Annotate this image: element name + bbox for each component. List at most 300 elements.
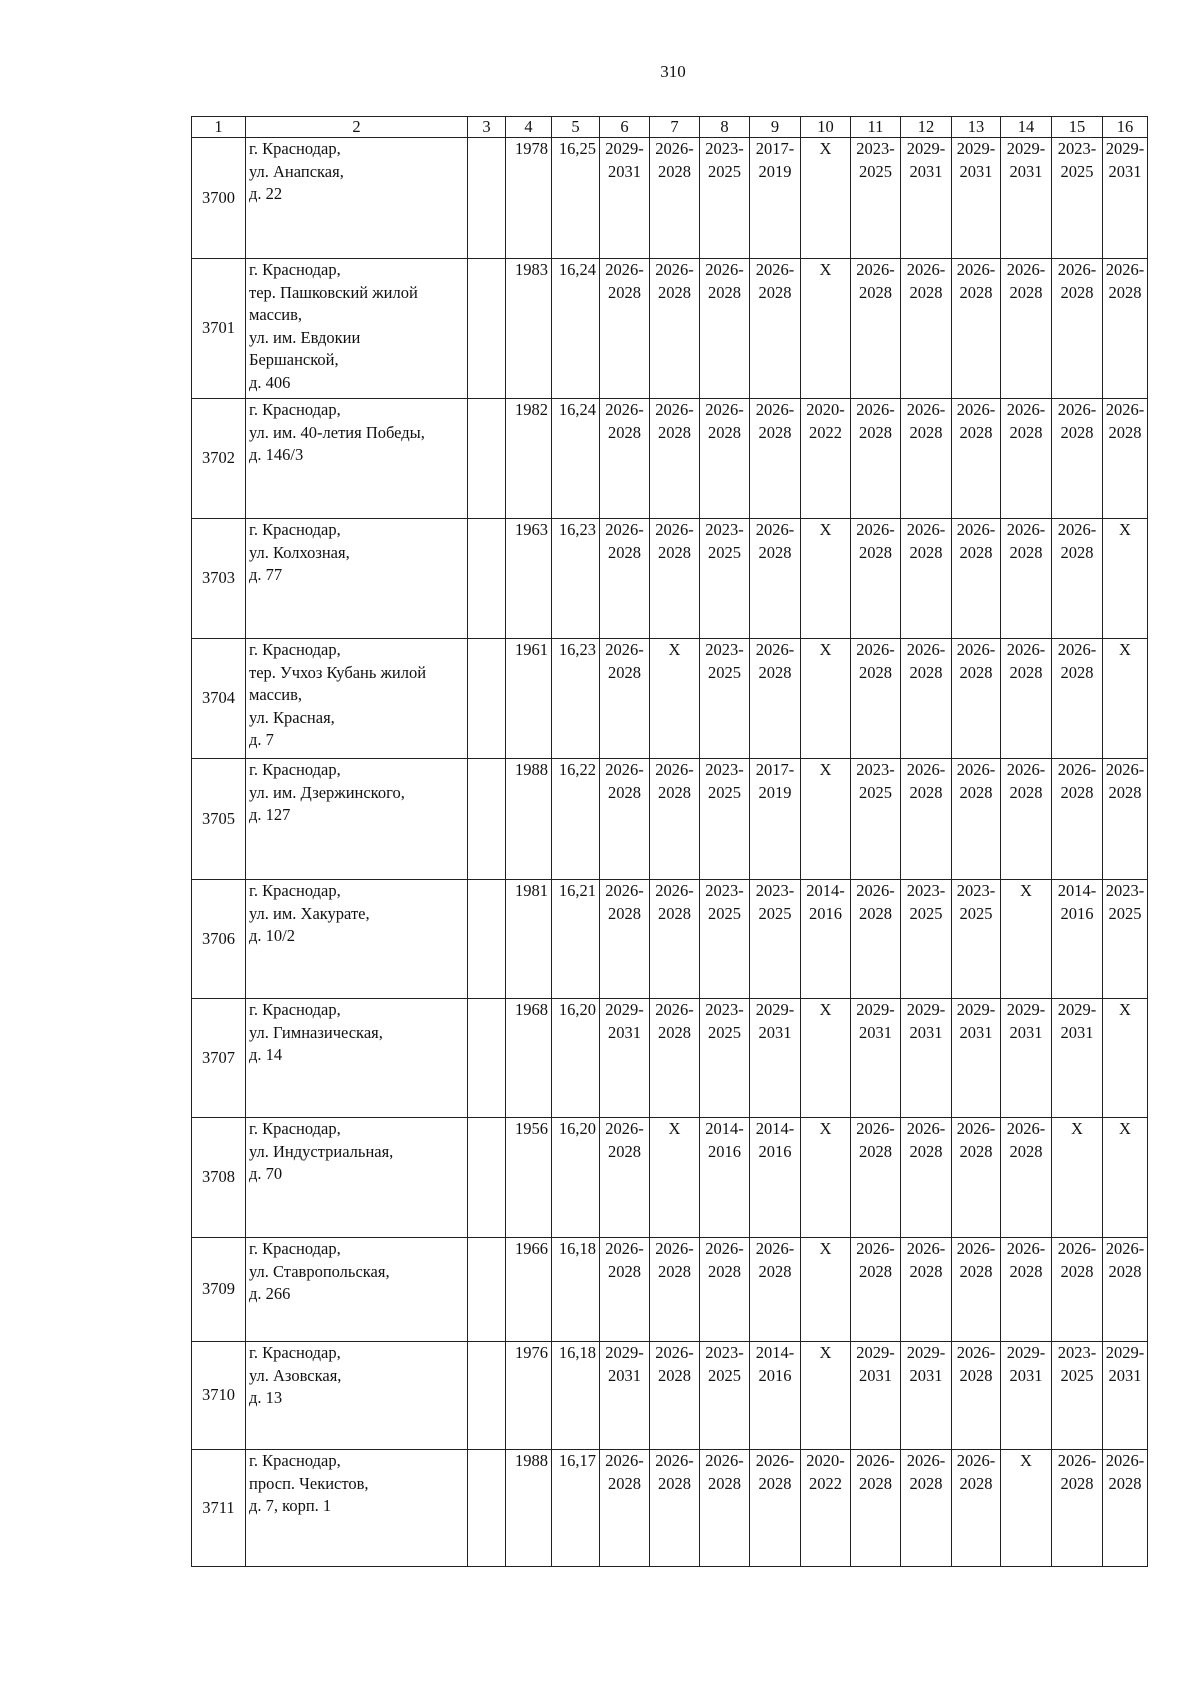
column-header: 3: [468, 117, 506, 138]
period-start: 2026-: [1057, 1451, 1097, 1470]
table-row: [192, 138, 1148, 259]
period-end: 2028: [608, 662, 641, 682]
period-cell: [650, 399, 700, 519]
period-end: 2028: [1108, 282, 1142, 302]
period-end: 2028: [859, 542, 892, 562]
period-cell: [1052, 1342, 1103, 1450]
period-end: 2028: [658, 161, 691, 181]
period-end: 2028: [708, 1261, 741, 1281]
address-line: ул. Ставропольская,: [249, 1261, 390, 1281]
period-end: 2025: [708, 1365, 741, 1385]
period-cell: [952, 519, 1001, 639]
address-line: г. Краснодар,: [249, 1343, 341, 1362]
period-end: 2028: [1108, 422, 1142, 442]
period-start: 2023-: [856, 760, 895, 779]
period-cell: [952, 639, 1001, 759]
period-end: 2028: [1009, 1141, 1043, 1161]
table-row: [192, 519, 1148, 639]
column-3-cell: [468, 399, 506, 519]
period-cell: [700, 1118, 750, 1238]
period-end: 2028: [1060, 782, 1094, 802]
period-cell: [901, 1118, 952, 1238]
year-cell: 1982: [506, 399, 552, 519]
row-number: 3701: [192, 259, 246, 399]
period-start: 2026-: [1057, 640, 1097, 659]
column-5-cell: 16,23: [552, 639, 600, 759]
address-cell: [246, 138, 468, 259]
period-cell: [700, 399, 750, 519]
period-start: 2026-: [605, 1119, 644, 1138]
row-number: 3703: [192, 519, 246, 639]
period-cell: [851, 259, 901, 399]
row-number: 3709: [192, 1238, 246, 1342]
period-start: 2026-: [856, 1451, 895, 1470]
period-cell: [801, 399, 851, 519]
period-start: 2023-: [705, 520, 744, 539]
period-start: 2026-: [755, 520, 795, 539]
column-header: 10: [801, 117, 851, 138]
period-cell: [750, 639, 801, 759]
address-line: ул. Гимназическая,: [249, 1022, 383, 1042]
period-cell: [801, 880, 851, 999]
period-start: 2026-: [705, 260, 744, 279]
period-cell: [1001, 1342, 1052, 1450]
column-header: 2: [246, 117, 468, 138]
period-cell: [750, 1118, 801, 1238]
address-line: д. 266: [249, 1284, 291, 1303]
period-start: 2026-: [755, 1451, 795, 1470]
period-cell: [700, 1342, 750, 1450]
period-end: 2028: [959, 662, 993, 682]
period-cell: [952, 399, 1001, 519]
period-end: 2025: [708, 662, 741, 682]
period-end: 2025: [1108, 903, 1142, 923]
period-start: 2026-: [1006, 260, 1046, 279]
period-cell: [952, 999, 1001, 1118]
table-row: [192, 399, 1148, 519]
period-start: 2026-: [1057, 520, 1097, 539]
address-line: г. Краснодар,: [249, 520, 341, 539]
period-end: 2016: [758, 1365, 792, 1385]
period-start: 2026-: [655, 1343, 694, 1362]
period-cell: [1103, 259, 1148, 399]
period-end: 2022: [809, 422, 842, 442]
period-start: 2023-: [755, 881, 795, 900]
period-end: 2031: [1009, 161, 1043, 181]
repair-schedule-table: [191, 116, 1148, 1567]
period-end: 2028: [1060, 282, 1094, 302]
period-start: 2026-: [1105, 260, 1145, 279]
period-end: 2028: [959, 1365, 993, 1385]
address-line: г. Краснодар,: [249, 881, 341, 900]
column-5-cell: 16,24: [552, 399, 600, 519]
column-3-cell: [468, 1450, 506, 1567]
period-start: 2014-: [705, 1119, 744, 1138]
period-end: 2031: [909, 1365, 943, 1385]
period-start: 2026-: [1105, 1451, 1145, 1470]
table-row: [192, 1118, 1148, 1238]
period-end: 2025: [708, 542, 741, 562]
column-header: 15: [1052, 117, 1103, 138]
period-cell: [1052, 138, 1103, 259]
period-end: 2028: [1009, 282, 1043, 302]
address-line: д. 10/2: [249, 926, 295, 945]
period-start: 2026-: [755, 260, 795, 279]
period-start: 2026-: [956, 1343, 996, 1362]
period-end: 2025: [708, 903, 741, 923]
address-line: г. Краснодар,: [249, 1451, 341, 1470]
table-row: [192, 1238, 1148, 1342]
period-start: 2026-: [906, 1451, 946, 1470]
period-cell: X: [801, 259, 851, 399]
period-start: 2020-: [806, 1451, 845, 1470]
period-start: 2017-: [755, 139, 795, 158]
period-cell: [750, 999, 801, 1118]
period-end: 2031: [608, 161, 641, 181]
period-start: 2026-: [605, 881, 644, 900]
period-end: 2028: [1009, 422, 1043, 442]
period-start: 2029-: [856, 1343, 895, 1362]
year-cell: 1978: [506, 138, 552, 259]
period-cell: X: [801, 639, 851, 759]
period-cell: [851, 399, 901, 519]
period-start: 2026-: [856, 520, 895, 539]
period-cell: X: [801, 1238, 851, 1342]
period-cell: [750, 1238, 801, 1342]
column-3-cell: [468, 880, 506, 999]
period-cell: [1001, 399, 1052, 519]
period-cell: [1001, 138, 1052, 259]
address-line: ул. Колхозная,: [249, 542, 350, 562]
column-header: 12: [901, 117, 952, 138]
period-cell: [901, 759, 952, 880]
period-end: 2031: [1108, 1365, 1142, 1385]
period-start: 2020-: [806, 400, 845, 419]
period-end: 2028: [608, 282, 641, 302]
address-cell: [246, 1450, 468, 1567]
period-cell: [1001, 1238, 1052, 1342]
period-cell: [700, 639, 750, 759]
period-cell: [600, 639, 650, 759]
period-cell: X: [1001, 880, 1052, 999]
period-end: 2028: [708, 422, 741, 442]
period-cell: [901, 399, 952, 519]
address-line: просп. Чекистов,: [249, 1473, 369, 1493]
address-line: массив,: [249, 305, 303, 324]
period-end: 2028: [658, 1473, 691, 1493]
period-start: 2026-: [856, 640, 895, 659]
address-line: г. Краснодар,: [249, 1119, 341, 1138]
period-start: 2023-: [705, 139, 744, 158]
column-header: 4: [506, 117, 552, 138]
column-5-cell: 16,17: [552, 1450, 600, 1567]
column-3-cell: [468, 1342, 506, 1450]
period-cell: X: [650, 639, 700, 759]
column-header: 5: [552, 117, 600, 138]
period-start: 2026-: [906, 260, 946, 279]
period-cell: [650, 1342, 700, 1450]
year-cell: 1981: [506, 880, 552, 999]
column-header: 11: [851, 117, 901, 138]
period-end: 2028: [1060, 422, 1094, 442]
period-start: 2029-: [956, 139, 996, 158]
period-end: 2016: [708, 1141, 741, 1161]
period-end: 2028: [909, 782, 943, 802]
address-cell: [246, 999, 468, 1118]
period-start: 2023-: [906, 881, 946, 900]
period-end: 2031: [1009, 1022, 1043, 1042]
period-cell: [750, 880, 801, 999]
period-cell: [750, 138, 801, 259]
year-cell: 1983: [506, 259, 552, 399]
period-start: 2029-: [906, 1343, 946, 1362]
period-end: 2028: [1009, 1261, 1043, 1281]
period-cell: [952, 880, 1001, 999]
period-end: 2028: [859, 1473, 892, 1493]
period-end: 2028: [959, 782, 993, 802]
period-start: 2026-: [705, 1451, 744, 1470]
period-end: 2031: [909, 1022, 943, 1042]
period-end: 2028: [909, 282, 943, 302]
period-start: 2029-: [1105, 139, 1145, 158]
period-end: 2016: [1060, 903, 1094, 923]
column-5-cell: 16,22: [552, 759, 600, 880]
period-end: 2028: [658, 782, 691, 802]
period-end: 2028: [708, 282, 741, 302]
address-line: ул. им. Евдокии: [249, 327, 361, 347]
period-start: 2023-: [1105, 881, 1145, 900]
period-cell: [650, 759, 700, 880]
address-line: ул. им. Хакурате,: [249, 903, 370, 923]
period-start: 2026-: [655, 881, 694, 900]
row-number: 3702: [192, 399, 246, 519]
column-3-cell: [468, 999, 506, 1118]
column-3-cell: [468, 1238, 506, 1342]
period-start: 2029-: [1057, 1000, 1097, 1019]
period-cell: [952, 1450, 1001, 1567]
address-line: д. 146/3: [249, 445, 304, 464]
period-cell: [952, 138, 1001, 259]
period-end: 2028: [658, 1261, 691, 1281]
column-3-cell: [468, 259, 506, 399]
period-end: 2028: [608, 782, 641, 802]
period-start: 2026-: [605, 400, 644, 419]
period-cell: [851, 1238, 901, 1342]
period-end: 2028: [1009, 662, 1043, 682]
table-row: [192, 880, 1148, 999]
period-start: 2026-: [655, 1239, 694, 1258]
period-start: 2026-: [906, 400, 946, 419]
period-start: 2026-: [956, 520, 996, 539]
period-cell: [600, 1118, 650, 1238]
period-cell: [901, 999, 952, 1118]
column-5-cell: 16,21: [552, 880, 600, 999]
period-cell: [600, 259, 650, 399]
period-cell: [600, 399, 650, 519]
period-start: 2026-: [856, 1119, 895, 1138]
period-end: 2025: [708, 782, 741, 802]
period-start: 2023-: [705, 1000, 744, 1019]
period-end: 2028: [1060, 662, 1094, 682]
period-end: 2028: [608, 1473, 641, 1493]
column-3-cell: [468, 759, 506, 880]
period-cell: [1052, 880, 1103, 999]
column-5-cell: 16,18: [552, 1342, 600, 1450]
period-cell: [700, 1238, 750, 1342]
period-end: 2028: [909, 422, 943, 442]
row-number: 3711: [192, 1450, 246, 1567]
column-5-cell: 16,25: [552, 138, 600, 259]
period-end: 2028: [758, 282, 792, 302]
period-start: 2023-: [705, 1343, 744, 1362]
period-cell: [851, 999, 901, 1118]
period-start: 2014-: [755, 1343, 795, 1362]
period-cell: [1001, 999, 1052, 1118]
period-cell: [952, 759, 1001, 880]
period-cell: X: [1103, 999, 1148, 1118]
column-5-cell: 16,24: [552, 259, 600, 399]
period-end: 2028: [608, 1261, 641, 1281]
period-start: 2026-: [605, 640, 644, 659]
period-start: 2026-: [705, 400, 744, 419]
period-start: 2014-: [1057, 881, 1097, 900]
address-line: д. 70: [249, 1164, 283, 1183]
year-cell: 1968: [506, 999, 552, 1118]
period-end: 2028: [1108, 1261, 1142, 1281]
period-cell: [952, 1342, 1001, 1450]
period-cell: [600, 138, 650, 259]
table-row: [192, 1450, 1148, 1567]
period-end: 2028: [658, 422, 691, 442]
period-start: 2026-: [1006, 1119, 1046, 1138]
period-cell: X: [1052, 1118, 1103, 1238]
period-end: 2028: [959, 422, 993, 442]
address-line: тер. Пашковский жилой: [249, 282, 418, 302]
period-start: 2026-: [1057, 260, 1097, 279]
period-end: 2028: [1060, 542, 1094, 562]
period-start: 2026-: [1006, 760, 1046, 779]
period-start: 2026-: [755, 1239, 795, 1258]
period-end: 2031: [1108, 161, 1142, 181]
period-start: 2026-: [956, 640, 996, 659]
period-cell: [1103, 759, 1148, 880]
period-end: 2028: [758, 422, 792, 442]
period-cell: [650, 519, 700, 639]
column-header: 1: [192, 117, 246, 138]
period-start: 2026-: [605, 1451, 644, 1470]
period-start: 2014-: [755, 1119, 795, 1138]
period-start: 2029-: [1006, 139, 1046, 158]
period-cell: [952, 259, 1001, 399]
period-start: 2029-: [906, 139, 946, 158]
address-line: г. Краснодар,: [249, 400, 341, 419]
period-cell: X: [1103, 519, 1148, 639]
period-end: 2028: [859, 903, 892, 923]
address-line: ул. им. Дзержинского,: [249, 782, 405, 802]
period-cell: [700, 519, 750, 639]
column-header: 9: [750, 117, 801, 138]
period-end: 2016: [809, 903, 842, 923]
period-end: 2031: [1060, 1022, 1094, 1042]
period-start: 2026-: [856, 260, 895, 279]
period-cell: [700, 999, 750, 1118]
period-start: 2023-: [705, 881, 744, 900]
address-line: д. 14: [249, 1045, 283, 1064]
period-cell: [750, 759, 801, 880]
period-cell: [1052, 399, 1103, 519]
column-3-cell: [468, 1118, 506, 1238]
period-start: 2026-: [655, 260, 694, 279]
period-cell: [650, 1238, 700, 1342]
address-line: ул. Азовская,: [249, 1365, 342, 1385]
period-end: 2031: [909, 161, 943, 181]
period-end: 2031: [959, 161, 993, 181]
period-cell: [901, 1342, 952, 1450]
period-cell: [901, 880, 952, 999]
period-cell: X: [1001, 1450, 1052, 1567]
period-cell: [1001, 1118, 1052, 1238]
row-number: 3708: [192, 1118, 246, 1238]
period-cell: [901, 639, 952, 759]
period-cell: [700, 880, 750, 999]
period-start: 2026-: [1105, 400, 1145, 419]
period-end: 2028: [959, 1141, 993, 1161]
table-row: [192, 759, 1148, 880]
column-header: 16: [1103, 117, 1148, 138]
period-end: 2028: [758, 1261, 792, 1281]
address-line: тер. Учхоз Кубань жилой: [249, 662, 427, 682]
period-start: 2026-: [856, 1239, 895, 1258]
period-cell: [901, 1238, 952, 1342]
period-cell: [750, 1450, 801, 1567]
period-start: 2026-: [856, 881, 895, 900]
period-end: 2028: [758, 1473, 792, 1493]
address-cell: [246, 399, 468, 519]
period-start: 2026-: [956, 1239, 996, 1258]
period-start: 2026-: [1105, 1239, 1145, 1258]
period-start: 2023-: [856, 139, 895, 158]
period-end: 2025: [708, 1022, 741, 1042]
period-start: 2029-: [1006, 1343, 1046, 1362]
period-cell: [700, 259, 750, 399]
address-line: ул. Индустриальная,: [249, 1141, 394, 1161]
period-cell: [851, 759, 901, 880]
period-cell: [600, 519, 650, 639]
period-cell: [650, 1450, 700, 1567]
period-end: 2028: [608, 1141, 641, 1161]
period-end: 2028: [1009, 542, 1043, 562]
address-line: ул. Красная,: [249, 707, 335, 727]
period-cell: [1103, 1450, 1148, 1567]
period-cell: [600, 1238, 650, 1342]
period-cell: X: [801, 1118, 851, 1238]
column-header: 13: [952, 117, 1001, 138]
address-cell: [246, 639, 468, 759]
period-start: 2026-: [906, 1119, 946, 1138]
period-start: 2029-: [1006, 1000, 1046, 1019]
period-end: 2019: [758, 782, 792, 802]
period-cell: X: [1103, 639, 1148, 759]
period-start: 2029-: [1105, 1343, 1145, 1362]
period-start: 2023-: [1057, 139, 1097, 158]
period-end: 2028: [859, 1141, 892, 1161]
period-cell: [600, 1450, 650, 1567]
period-start: 2017-: [755, 760, 795, 779]
address-cell: [246, 519, 468, 639]
address-cell: [246, 759, 468, 880]
period-start: 2029-: [605, 139, 644, 158]
row-number: 3707: [192, 999, 246, 1118]
